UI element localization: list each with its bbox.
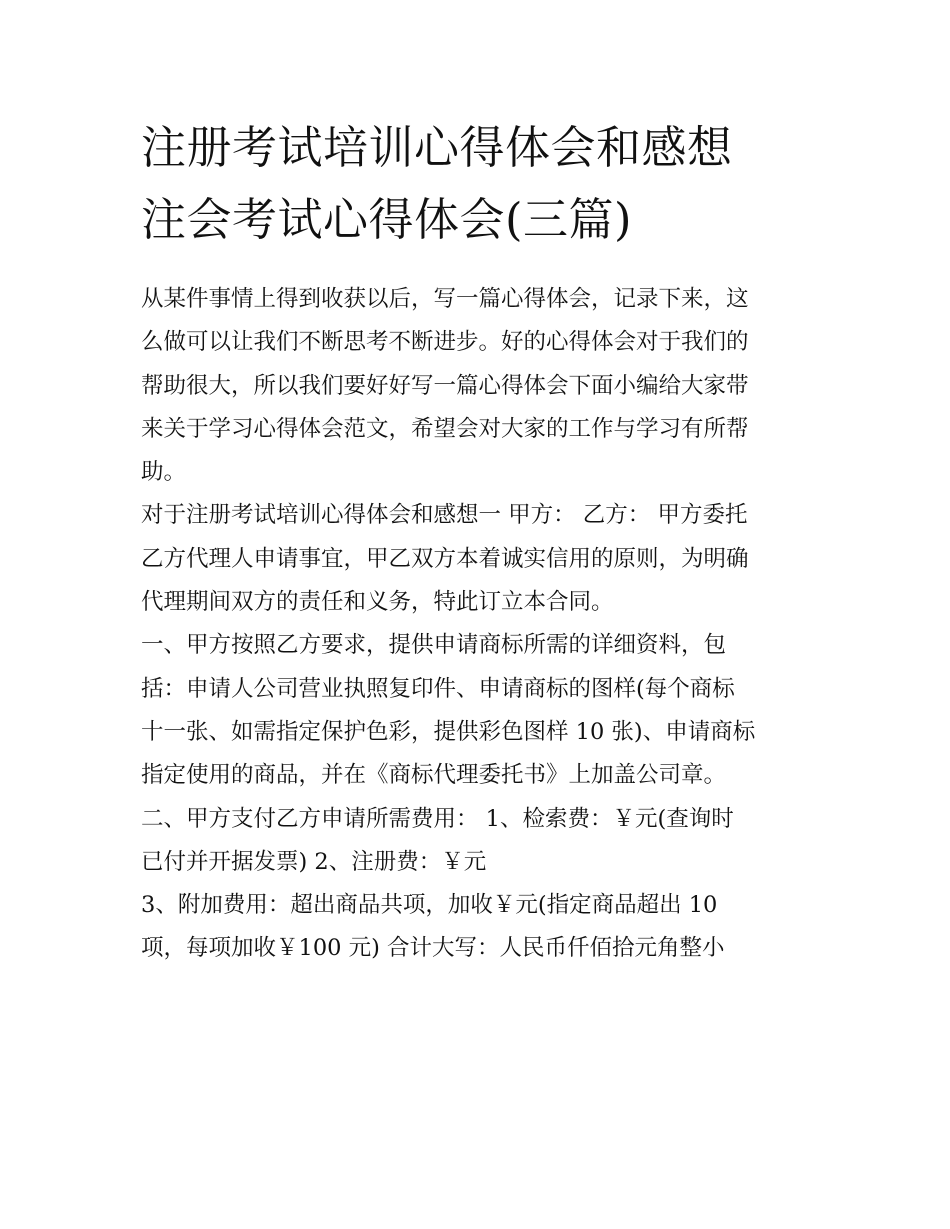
title-line-1: 注册考试培训心得体会和感想 [141,121,733,174]
text-line: 指定使用的商品，并在《商标代理委托书》上加盖公司章。 [141,762,727,789]
paragraph-intro [141,278,813,494]
paragraph-clause-1 [141,624,813,797]
text-line: 帮助很大，所以我们要好好写一篇心得体会下面小编给大家带 [141,372,749,399]
text-line: 十一张、如需指定保护色彩，提供彩色图样 10 张)、申请商标 [141,718,756,745]
text-line: 乙方代理人申请事宜，甲乙双方本着诚实信用的原则，为明确 [141,545,749,572]
title-line-2: 注会考试心得体会(三篇) [141,193,633,246]
text-line: 代理期间双方的责任和义务，特此订立本合同。 [141,589,614,616]
paragraph-contract-parties [141,494,813,624]
document-page [141,112,813,971]
document-body [141,278,813,971]
text-line: 助。 [141,459,187,486]
text-line: 么做可以让我们不断思考不断进步。好的心得体会对于我们的 [141,329,749,356]
text-line: 对于注册考试培训心得体会和感想一 甲方： 乙方： 甲方委托 [141,502,748,529]
text-line: 二、甲方支付乙方申请所需费用： 1、检索费：￥元(查询时 [141,805,734,832]
paragraph-fees [141,884,813,971]
text-line: 已付并开据发票) 2、注册费：￥元 [141,848,487,875]
document-title [141,112,813,256]
text-line: 一、甲方按照乙方要求，提供申请商标所需的详细资料，包 [141,632,727,659]
text-line: 从某件事情上得到收获以后，写一篇心得体会，记录下来，这 [141,286,749,312]
paragraph-clause-2 [141,798,813,885]
text-line: 项，每项加收￥100 元) 合计大写：人民币仟佰拾元角整小 [141,935,725,962]
text-line: 3、附加费用：超出商品共项，加收￥元(指定商品超出 10 [141,892,718,919]
text-line: 括：申请人公司营业执照复印件、申请商标的图样(每个商标 [141,675,735,702]
text-line: 来关于学习心得体会范文，希望会对大家的工作与学习有所帮 [141,415,749,442]
